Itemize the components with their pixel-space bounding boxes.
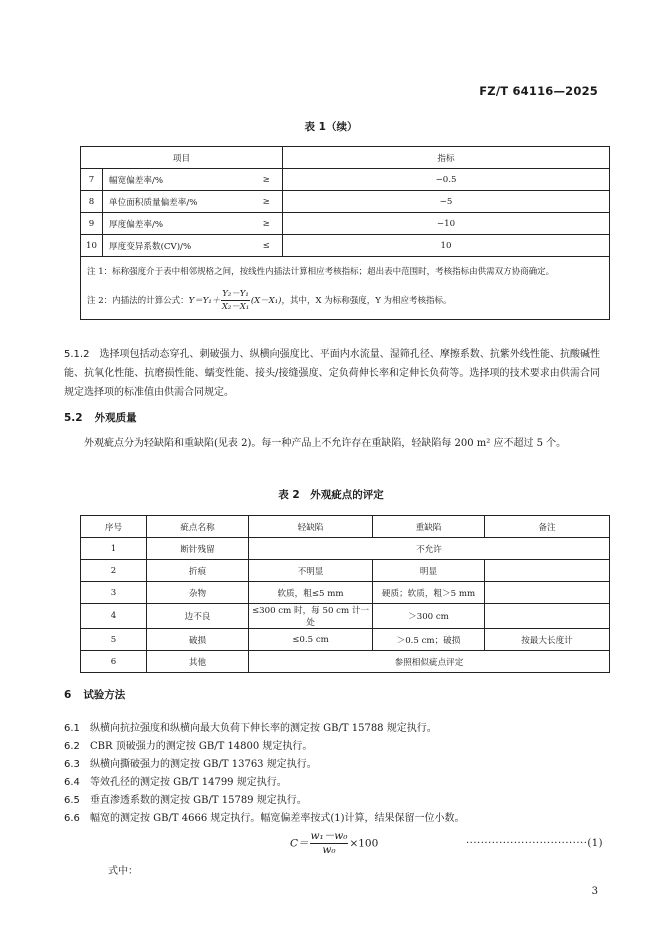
defect-remark [485,582,610,604]
standard-number: FZ/T 64116—2025 [479,84,598,98]
table-row [81,582,610,604]
row-number: 3 [81,582,147,604]
row-number: 4 [81,604,147,629]
section-5-2-heading [64,410,137,425]
comparison-operator: ≥ [251,213,283,235]
item-name: 幅宽偏差率/% [103,169,251,191]
table1-header-item: 项目 [81,147,283,169]
table1-header-row [81,147,610,169]
item-value: −10 [283,213,610,235]
section-title: 试验方法 [83,689,126,701]
defect-name: 断针残留 [147,538,249,560]
clause-text: 等效孔径的测定按 GB/T 14799 规定执行。 [90,777,287,788]
section-number: 6 [64,689,72,701]
table2-header-row [81,516,610,538]
note2-fraction [221,288,250,313]
item-name: 单位面积质量偏差率/% [103,191,251,213]
row-number: 9 [81,213,103,235]
major-defect: 硬质；软质，粗＞5 mm [373,582,485,604]
table2-header-major: 重缺陷 [373,516,485,538]
clause-6-6 [64,810,465,828]
merged-cell: 参照相似疵点评定 [249,651,610,673]
defect-remark [485,560,610,582]
comparison-operator: ≥ [251,169,283,191]
section-6-heading [64,687,125,702]
comparison-operator: ≤ [251,235,283,257]
clause-number: 6.4 [64,777,80,788]
merged-cell: 不允许 [249,538,610,560]
table1-notes [81,257,610,320]
table-row [81,629,610,651]
item-name: 厚度偏差率/% [103,213,251,235]
table-row [81,538,610,560]
formula-rhs: ×100 [349,837,379,850]
table-row [81,651,610,673]
clause-number: 6.3 [64,759,80,770]
clause-text: 幅宽的测定按 GB/T 4666 规定执行。幅宽偏差率按式(1)计算，结果保留一位小数。 [90,813,465,824]
clause-number: 6.2 [64,741,80,752]
defect-name: 折痕 [147,560,249,582]
clause-number: 5.1.2 [64,349,90,360]
table2-caption: 表 2 外观疵点的评定 [278,489,384,501]
item-value: −0.5 [283,169,610,191]
where-label: 式中： [108,866,138,877]
row-number: 7 [81,169,103,191]
clause-text: 选择项包括动态穿孔、刺破强力、纵横向强度比、平面内水流量、湿筛孔径、摩擦系数、抗紫外线性能、抗酸碱性能、抗氧化性能、抗磨损性能、蠕变性能、接头/接缝强度、定负荷伸长率和定伸长负荷等。选择项的技术要求由供需合同规定选择项的标准值由供需合同规定。 [64,349,600,398]
formula-numerator: w₁－w₀ [310,830,348,842]
major-defect: ＞0.5 cm；破损 [373,629,485,651]
table-row [81,604,610,629]
clause-number: 6.5 [64,795,80,806]
minor-defect: 不明显 [249,560,373,582]
table-row [81,169,610,191]
table-row [81,213,610,235]
formula-1 [290,830,378,857]
defect-name: 杂物 [147,582,249,604]
defect-name: 破损 [147,629,249,651]
minor-defect: ≤300 cm 时，每 50 cm 计一处 [249,604,373,629]
clause-6-1 [64,720,437,738]
paragraph-5-1-2 [64,345,600,402]
table-row [81,235,610,257]
clause-text: 纵横向撕破强力的测定按 GB/T 13763 规定执行。 [90,759,317,770]
table2-header-no: 序号 [81,516,147,538]
minor-defect: 软质，粗≤5 mm [249,582,373,604]
clause-6-3 [64,756,317,774]
defect-name: 其他 [147,651,249,673]
table1-notes-row [81,257,610,320]
defect-remark: 按最大长度计 [485,629,610,651]
note2-rhs: (X－X₁) [250,296,282,306]
clause-text: 纵横向抗拉强度和纵横向最大负荷下伸长率的测定按 GB/T 15788 规定执行。 [90,723,437,734]
defect-remark [485,604,610,629]
row-number: 5 [81,629,147,651]
table1 [80,146,610,320]
table1-caption: 表 1（续） [304,121,358,133]
table-row [81,191,610,213]
clause-text: 垂直渗透系数的测定按 GB/T 15789 规定执行。 [90,795,307,806]
paragraph-5-2: 外观疵点分为轻缺陷和重缺陷(见表 2)。每一种产品上不允许存在重缺陷，轻缺陷每 200 m² 应不超过 5 个。 [84,438,567,449]
table1-note-1: 注 1：标称强度介于表中相邻规格之间，按线性内插法计算相应考核指标；超出表中范围时，考核指标由供需双方协商确定。 [87,267,555,277]
major-defect: ＞300 cm [373,604,485,629]
major-defect: 明显 [373,560,485,582]
item-value: −5 [283,191,610,213]
equation-label: (1) [587,838,604,849]
note2-prefix: 注 2：内插法的计算公式： [87,296,189,306]
note2-denominator: X₂－X₁ [221,302,250,312]
note2-numerator: Y₂－Y₁ [222,289,249,299]
note2-lhs: Y＝Y₁＋ [188,296,221,306]
item-value: 10 [283,235,610,257]
equation-leader-dots: ································· [466,838,588,849]
row-number: 10 [81,235,103,257]
clause-number: 6.6 [64,813,80,824]
formula-denominator: w₀ [322,844,336,856]
formula-lhs: C＝ [290,837,309,850]
clause-6-2 [64,738,312,756]
comparison-operator: ≥ [251,191,283,213]
table2 [80,515,610,673]
table2-header-note: 备注 [485,516,610,538]
page-number: 3 [591,886,598,897]
row-number: 1 [81,538,147,560]
table2-header-name: 疵点名称 [147,516,249,538]
row-number: 2 [81,560,147,582]
equation-number [466,838,603,849]
note2-suffix: ，其中，X 为标称强度，Y 为相应考核指标。 [281,296,452,306]
table2-header-minor: 轻缺陷 [249,516,373,538]
section-title: 外观质量 [94,412,137,424]
minor-defect: ≤0.5 cm [249,629,373,651]
clause-text: CBR 顶破强力的测定按 GB/T 14800 规定执行。 [90,741,313,752]
item-name: 厚度变异系数(CV)/% [103,235,251,257]
table-row [81,560,610,582]
clause-6-4 [64,774,287,792]
section-number: 5.2 [64,412,83,424]
clause-6-5 [64,792,307,810]
table1-note-2 [87,288,601,313]
row-number: 8 [81,191,103,213]
clause-number: 6.1 [64,723,80,734]
row-number: 6 [81,651,147,673]
formula-fraction [310,830,349,857]
defect-name: 边不良 [147,604,249,629]
table1-header-index: 指标 [283,147,610,169]
